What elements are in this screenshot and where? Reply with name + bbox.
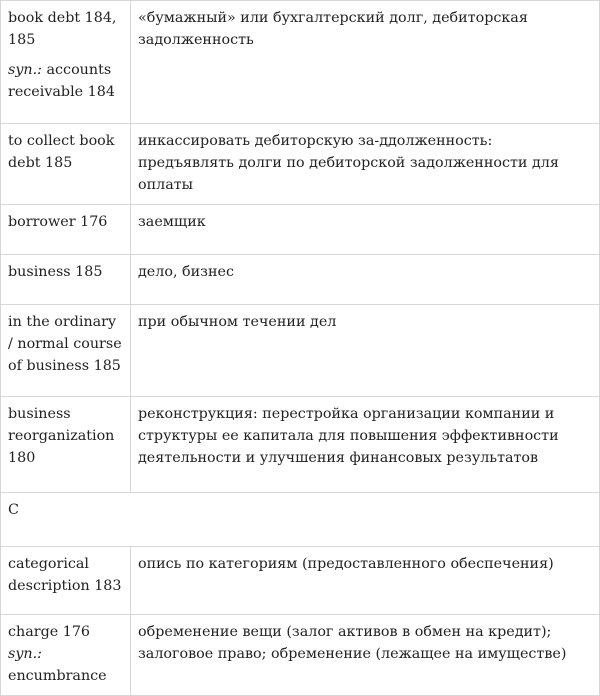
synonym-text: accounts receivable 184	[8, 62, 115, 100]
term-cell	[1, 547, 131, 615]
term-text: in the ordinary / normal course of business 185	[8, 314, 122, 374]
definition-cell	[131, 397, 600, 493]
table-row	[1, 1, 600, 124]
synonym-label: syn.:	[8, 62, 42, 78]
definition-text: при обычном течении дел	[138, 314, 337, 330]
table-row	[1, 305, 600, 397]
term-cell	[1, 205, 131, 255]
definition-cell	[131, 124, 600, 205]
section-letter: C	[8, 502, 19, 518]
definition-text: реконструкция: перестройка организации компании и структуры ее капитала для повышения эффективности деятельности и улучшения финансовых результатов	[138, 406, 559, 466]
term-text: business 185	[8, 264, 103, 280]
synonym-note	[8, 59, 123, 103]
definition-text: инкассировать дебиторскую за-ддолженность: предъявлять долги по дебиторской задолженности для оплаты	[138, 133, 559, 193]
table-row	[1, 615, 600, 696]
definition-cell	[131, 1, 600, 124]
section-letter-cell	[1, 493, 600, 547]
term-cell	[1, 305, 131, 397]
term-cell	[1, 124, 131, 205]
term-text-before: charge 176	[8, 624, 91, 640]
table-row	[1, 547, 600, 615]
definition-text: дело, бизнес	[138, 264, 234, 280]
term-cell	[1, 615, 131, 696]
term-text: categorical description 183	[8, 556, 122, 594]
table-row	[1, 397, 600, 493]
term-cell	[1, 255, 131, 305]
term-text: borrower 176	[8, 214, 108, 230]
definition-text: «бумажный» или бухгалтерский долг, дебиторская задолженность	[138, 10, 528, 48]
definition-text: опись по категориям (предоставленного обеспечения)	[138, 556, 554, 572]
term-text: to collect book debt 185	[8, 133, 115, 171]
term-cell	[1, 397, 131, 493]
definition-cell	[131, 255, 600, 305]
table-row	[1, 255, 600, 305]
table-row	[1, 205, 600, 255]
term-cell	[1, 1, 131, 124]
definition-cell	[131, 205, 600, 255]
term-text: business reorganization 180	[8, 406, 115, 466]
definition-cell	[131, 615, 600, 696]
term-text: book debt 184, 185	[8, 10, 117, 48]
definition-cell	[131, 547, 600, 615]
definition-cell	[131, 305, 600, 397]
term-text-after: encumbrance	[8, 668, 107, 684]
definition-text: обременение вещи (залог активов в обмен на кредит); залоговое право; обременение (лежащее на имуществе)	[138, 624, 567, 662]
table-row	[1, 124, 600, 205]
section-letter-row	[1, 493, 600, 547]
definition-text: заемщик	[138, 214, 206, 230]
synonym-label: syn.:	[8, 646, 42, 662]
